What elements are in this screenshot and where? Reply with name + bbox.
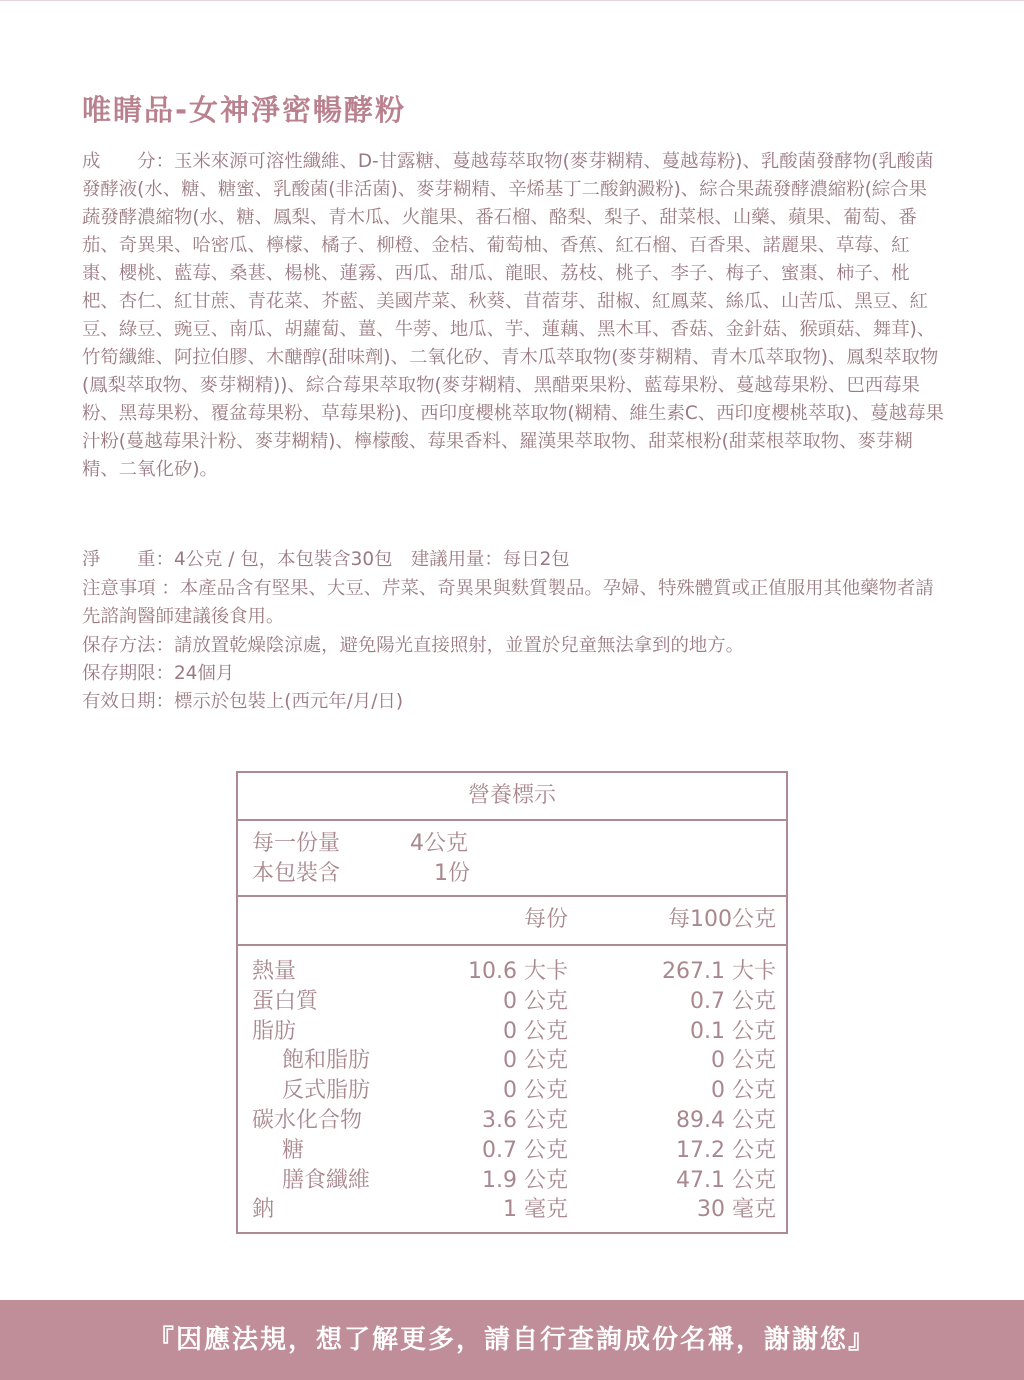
footer-banner: 『因應法規，想了解更多，請自行查詢成份名稱，謝謝您』 [0,1300,1024,1380]
nutrient-per-serving: 1.9 公克 [482,1167,568,1193]
nutrient-per-100g: 0 公克 [711,1048,776,1074]
nutrition-divider [238,944,786,946]
nutrient-per-serving: 0 公克 [503,988,568,1014]
nutrient-per-100g: 17.2 公克 [676,1137,776,1163]
nutrient-name: 脂肪 [252,1018,297,1044]
product-title: 唯睛品-女神淨密暢酵粉 [82,93,407,127]
nutrient-per-serving: 0 公克 [503,1078,568,1104]
nutrient-name: 膳食纖維 [282,1167,371,1193]
nutrient-per-100g: 89.4 公克 [676,1108,776,1133]
nutrient-name: 碳水化合物 [252,1108,363,1133]
nutrition-divider [238,895,786,897]
nutrient-per-100g: 0.1 公克 [690,1018,776,1044]
ingredients-section [82,148,944,484]
nutrient-per-100g: 30 毫克 [697,1197,776,1223]
serving-size-value: 4公克 [410,831,468,856]
nutrient-name: 糖 [282,1137,305,1163]
col-per-100g: 每100公克 [668,907,776,932]
nutrient-name: 飽和脂肪 [282,1048,371,1074]
shelf-life-line: 保存期限：24個月 [82,663,235,684]
nutrition-table [236,771,788,1234]
servings-per-pack-label: 本包裝含 [252,861,341,886]
nutrient-per-100g: 0 公克 [711,1078,776,1104]
nutrient-per-serving: 0 公克 [503,1048,568,1074]
col-per-serving: 每份 [523,907,568,932]
nutrient-per-serving: 10.6 大卡 [468,959,568,984]
nutrient-per-serving: 0 公克 [503,1018,568,1044]
nutrient-per-serving: 3.6 公克 [482,1108,568,1133]
top-divider [0,0,1024,1]
nutrient-name: 鈉 [252,1197,275,1223]
ingredients-label: 成 分： [82,151,174,172]
nutrition-header: 營養標示 [238,773,786,821]
nutrient-name: 熱量 [252,959,297,984]
net-weight-line: 淨 重：4公克 / 包，本包裝含30包 建議用量：每日2包 [82,549,570,570]
serving-size-label: 每一份量 [252,831,341,856]
servings-per-pack-value: 1份 [434,861,470,886]
nutrient-per-serving: 1 毫克 [503,1197,568,1223]
nutrient-per-100g: 267.1 大卡 [662,959,776,984]
expiry-line: 有效日期：標示於包裝上(西元年/月/日) [82,691,403,712]
nutrient-name: 反式脂肪 [282,1078,371,1104]
nutrient-name: 蛋白質 [252,988,319,1014]
nutrient-per-serving: 0.7 公克 [482,1137,568,1163]
nutrient-per-100g: 0.7 公克 [690,988,776,1014]
nutrient-per-100g: 47.1 公克 [676,1167,776,1193]
notice-line: 注意事項 ：本產品含有堅果、大豆、芹菜、奇異果與麩質製品。孕婦、特殊體質或正值服用其他藥物者請先諮詢醫師建議後食用。 [82,578,934,627]
ingredients-text: 玉米來源可溶性纖維、D-甘露糖、蔓越莓萃取物(麥芽糊精、蔓越莓粉)、乳酸菌發酵物(乳酸菌發酵液(水、糖、糖蜜、乳酸菌(非活菌)、麥芽糊精、辛烯基丁二酸鈉澱粉)、綜合果蔬發酵濃縮粉(綜合果蔬發酵濃縮物(水、糖、鳳梨、青木瓜、火龍果、番石榴、酪梨、梨子、甜菜根、山藥、蘋果、葡萄、番茄、奇異果、哈密瓜、檸檬、橘子、柳橙、金桔、葡萄柚、香蕉、紅石榴、百香果、諾麗果、草莓、紅棗、櫻桃、藍莓、桑葚、楊桃、蓮霧、西瓜、甜瓜、龍眼、荔枝、桃子、李子、梅子、蜜棗、柿子、枇杷、杏仁、紅甘蔗、青花菜、芥藍、美國芹菜、秋葵、苜蓿芽、甜椒、紅鳳菜、絲瓜、山苦瓜、黑豆、紅豆、綠豆、豌豆、南瓜、胡蘿蔔、薑、牛蒡、地瓜、芋、蓮藕、黑木耳、香菇、金針菇、猴頭菇、舞茸)、竹筍纖維、阿拉伯膠、木醣醇(甜味劑)、二氧化矽、青木瓜萃取物(麥芽糊精、青木瓜萃取物)、鳳梨萃取物(鳳梨萃取物、麥芽糊精))、綜合莓果萃取物(麥芽糊精、黑醋栗果粉、藍莓果粉、蔓越莓果粉、巴西莓果粉、黑莓果粉、覆盆莓果粉、草莓果粉)、西印度櫻桃萃取物(糊精、維生素C、西印度櫻桃萃取)、蔓越莓果汁粉(蔓越莓果汁粉、麥芽糊精)、檸檬酸、莓果香料、羅漢果萃取物、甜菜根粉(甜菜根萃取物、麥芽糊精、二氧化矽)。 [82,151,944,480]
storage-line: 保存方法：請放置乾燥陰涼處，避免陽光直接照射，並置於兒童無法拿到的地方。 [82,635,745,656]
